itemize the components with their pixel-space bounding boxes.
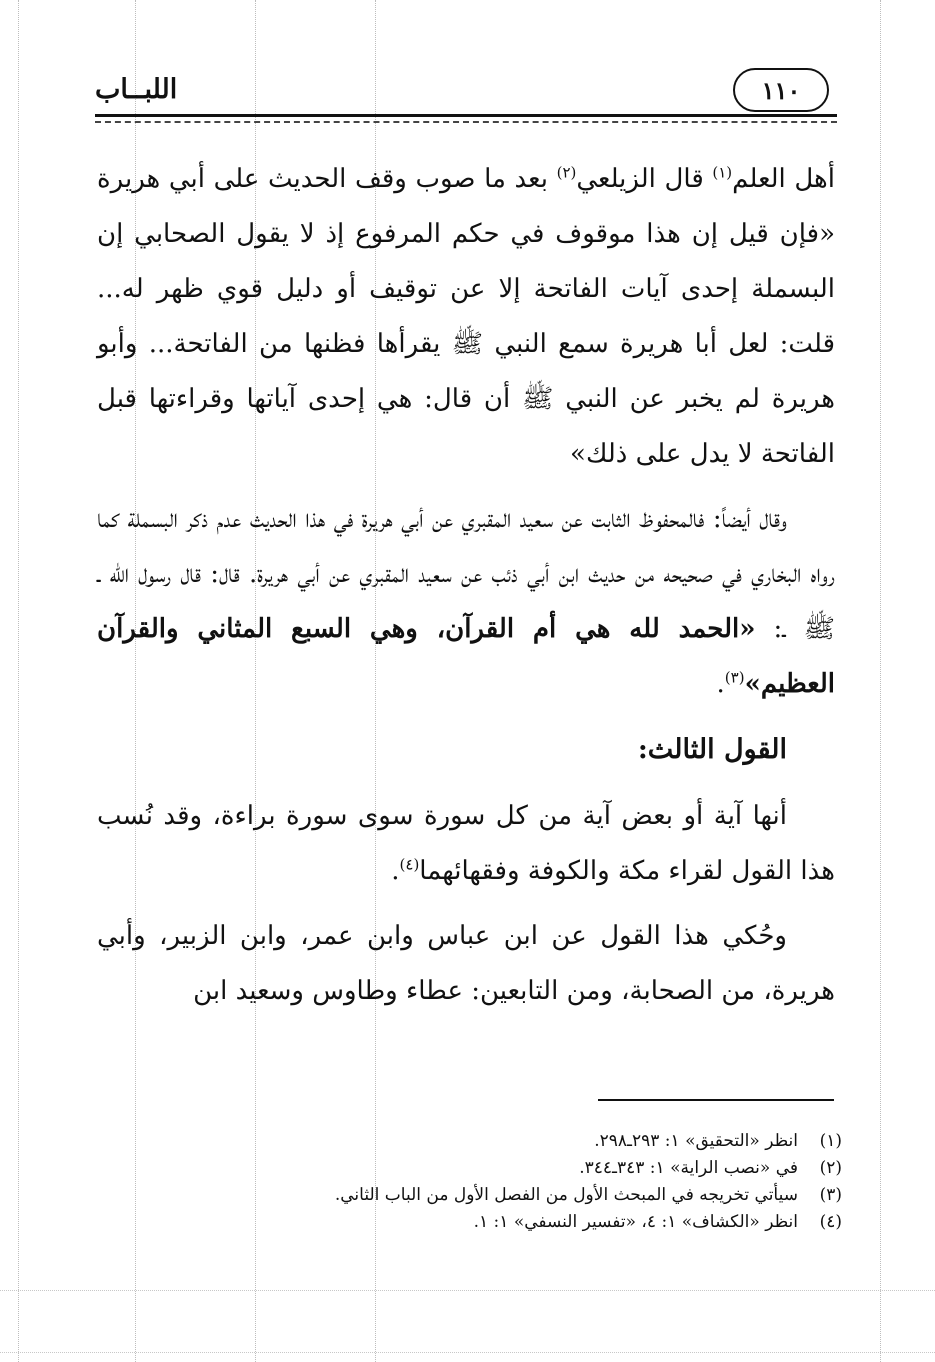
footnote-number: (٣) [819, 1185, 842, 1205]
footnote-ref: (٣) [724, 668, 745, 687]
footnote-text: في «نصب الراية» ١: ٣٤٣ـ٣٤٤. [579, 1158, 798, 1178]
text-run: أنها آية أو بعض آية من كل سورة سوى سورة براءة، وقد نُسب هذا القول لقراء مكة والكوفة وفقهائهما [97, 801, 835, 886]
text-run: . [716, 669, 725, 699]
header-rule [95, 114, 837, 117]
footnote [160, 1209, 842, 1236]
main-text [97, 152, 835, 1029]
page-number: ١١٠ [733, 68, 829, 112]
footnote-ref: (٢) [556, 163, 577, 182]
footnote-number: (٤) [819, 1212, 842, 1232]
running-title: اللبــاب [95, 74, 178, 105]
text-run: . [391, 856, 400, 886]
footnote-text: انظر «الكشاف» ١: ٤، «تفسير النسفي» ١: ١. [473, 1212, 798, 1232]
page-header [95, 68, 837, 128]
hadith-quote: «الحمد لله هي أم القرآن، وهي السبع المثاني والقرآن العظيم» [97, 614, 835, 699]
footnotes [160, 1128, 842, 1236]
text-run: أهل العلم [732, 164, 835, 194]
paragraph: وحُكي هذا القول عن ابن عباس وابن عمر، وابن الزبير، وأبي هريرة، من الصحابة، ومن التابعين: عطاء وطاوس وسعيد ابن [97, 921, 835, 1006]
footnote-ref: (٤) [399, 855, 420, 874]
footnote [160, 1128, 842, 1155]
footnote-ref: (١) [712, 163, 733, 182]
scan-guide-line [0, 1352, 935, 1353]
footnote-number: (٢) [819, 1158, 842, 1178]
text-run: بعد ما صوب وقف الحديث على أبي هريرة «فإن قيل إن هذا موقوف في حكم المرفوع إذ لا يقول الصحابي إن البسملة إحدى آيات الفاتحة إلا عن توقيف أو دليل قوي ظهر له... قلت: لعل أبا هريرة سمع النبي ﷺ يقرأها فظنها من الفاتحة... وأبو هريرة لم يخبر عن النبي ﷺ أن قال: هي إحدى آياتها وقراءتها قبل الفاتحة لا يدل على ذلك» [97, 164, 835, 469]
text-run: وقال أيضاً: فالمحفوظ الثابت عن سعيد المقبري عن أبي هريرة في هذا الحديث عدم ذكر البسملة كما رواه البخاري في صحيحه من حديث ابن أبي ذئب عن سعيد المقبري عن أبي هريرة. قال: قال رسول الله ـ ﷺ ـ: [97, 504, 836, 644]
paragraph [97, 789, 835, 899]
scan-guide-line [18, 0, 19, 1362]
section-heading: القول الثالث: [637, 734, 787, 765]
footnote [160, 1182, 842, 1209]
scan-guide-line [0, 1290, 935, 1291]
footnote [160, 1155, 842, 1182]
footnote-separator [598, 1099, 834, 1101]
text-run: قال الزيلعي [576, 164, 713, 194]
footnote-text: انظر «التحقيق» ١: ٢٩٣ـ٢٩٨. [594, 1131, 798, 1151]
paragraph [97, 492, 835, 712]
footnote-text: سيأتي تخريجه في المبحث الأول من الفصل الأول من الباب الثاني. [334, 1185, 798, 1205]
paragraph [97, 152, 835, 482]
scan-guide-line [880, 0, 881, 1362]
header-rule-ornament [95, 121, 837, 126]
footnote-number: (١) [819, 1131, 842, 1151]
